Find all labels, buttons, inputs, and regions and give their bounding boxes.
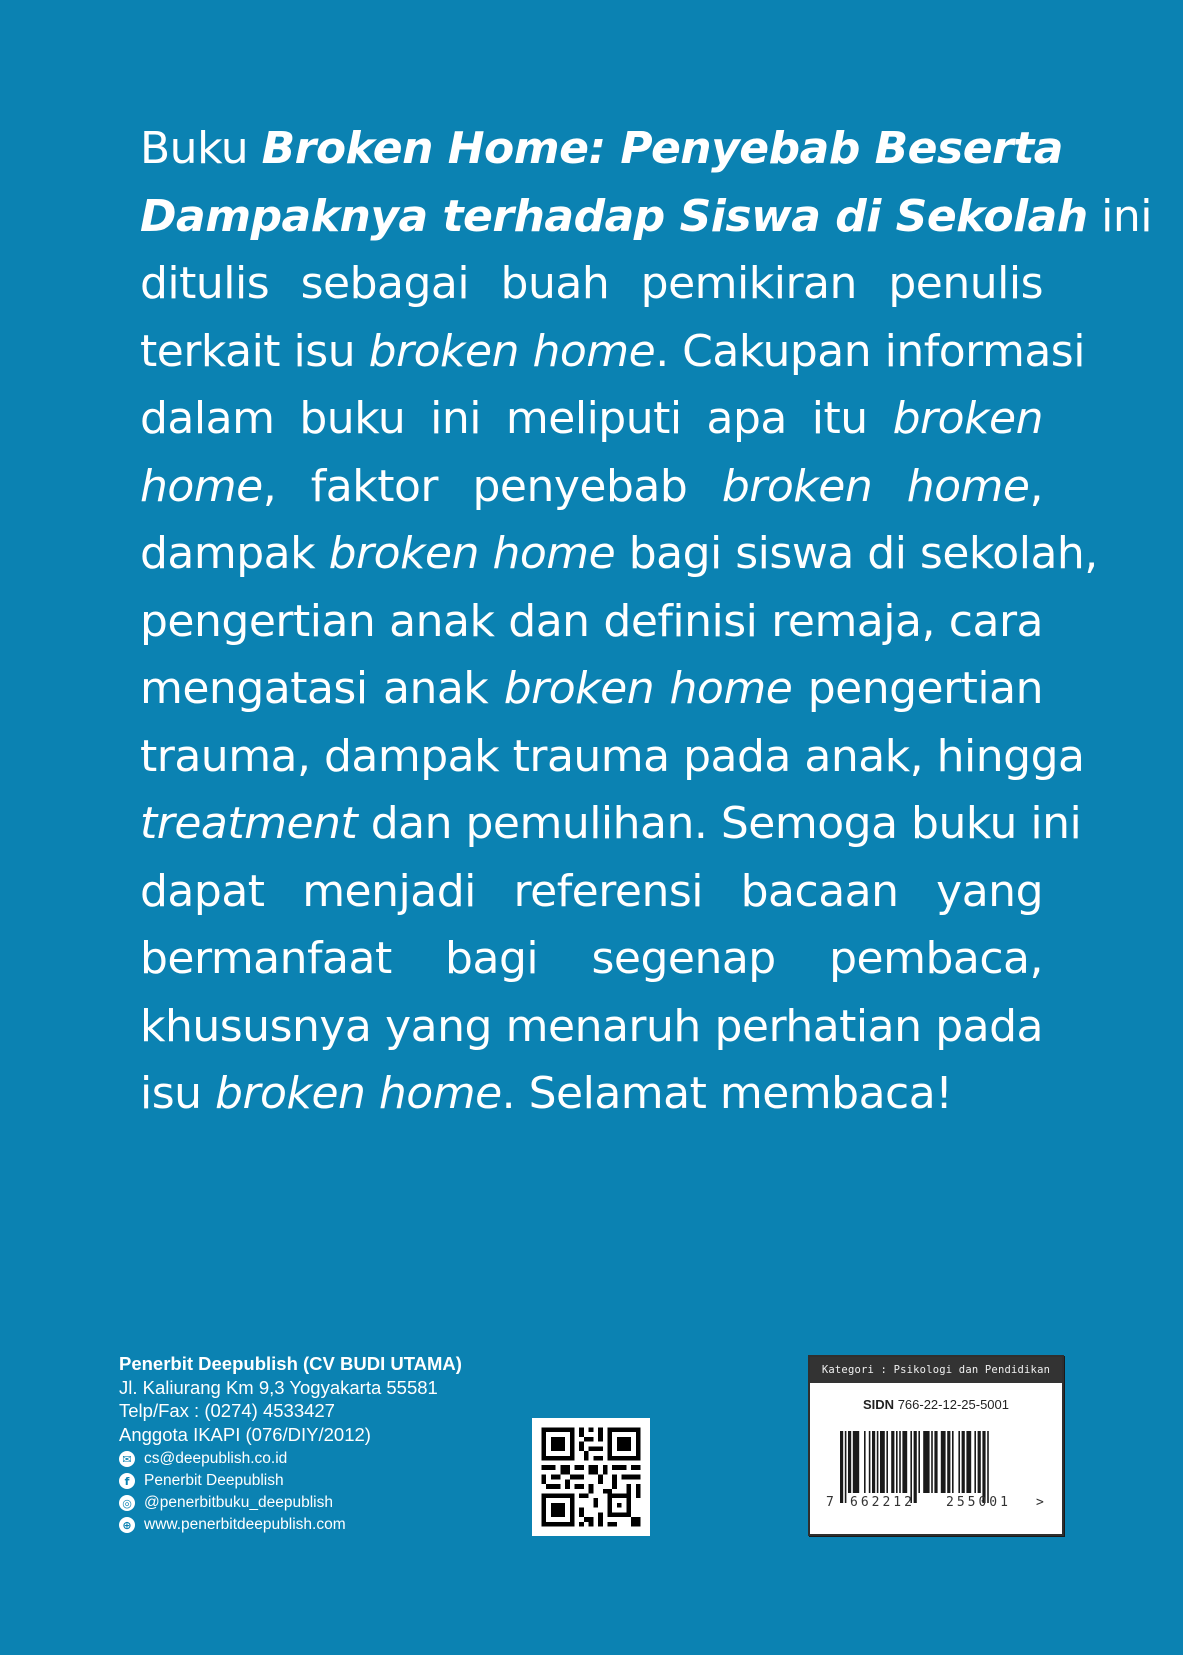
blurb-text: . Cakupan informasi xyxy=(655,325,1085,377)
blurb-text: trauma, dampak trauma pada anak, hingga xyxy=(140,730,1085,782)
blurb-text: dampak xyxy=(140,528,329,579)
contact-email[interactable] xyxy=(119,1448,346,1470)
isbn-barcode-box xyxy=(808,1355,1064,1536)
publisher-membership: Anggota IKAPI (076/DIY/2012) xyxy=(119,1423,371,1445)
blurb-text: , xyxy=(1029,460,1043,512)
blurb-text: pengertian anak dan definisi remaja, cara xyxy=(140,595,1043,647)
sidn-line xyxy=(810,1397,1062,1412)
blurb-emphasis: Dampaknya terhadap Siswa di Sekolah xyxy=(140,190,1088,242)
blurb-line xyxy=(140,993,1043,1061)
blurb-line xyxy=(140,520,1098,588)
blurb-text: ini xyxy=(1087,190,1153,242)
blurb-emphasis: broken home xyxy=(503,663,793,714)
blurb-text: terkait isu xyxy=(140,325,369,377)
contact-instagram[interactable] xyxy=(119,1492,346,1514)
blurb-emphasis: treatment xyxy=(140,798,358,849)
blurb-text: mengatasi anak xyxy=(140,663,504,714)
blurb-text: dapat menjadi referensi bacaan yang xyxy=(140,865,1043,917)
blurb-text: bermanfaat bagi segenap pembaca, xyxy=(140,933,1043,984)
blurb-line xyxy=(140,925,1043,993)
publisher-info xyxy=(119,1352,462,1446)
contact-website[interactable] xyxy=(119,1514,346,1536)
svg-text:7: 7 xyxy=(826,1495,837,1510)
publisher-name: Penerbit Deepublish (CV BUDI UTAMA) xyxy=(119,1353,462,1374)
blurb-emphasis: broken home xyxy=(368,325,656,377)
barcode-icon xyxy=(822,1431,1054,1521)
globe-icon: ⊕ xyxy=(119,1517,135,1533)
contact-instagram-label: @penerbitbuku_deepublish xyxy=(144,1494,333,1511)
blurb-text: pengertian xyxy=(792,663,1043,714)
qr-code-icon xyxy=(532,1418,650,1536)
blurb-line xyxy=(140,655,1043,723)
blurb-text: Buku xyxy=(140,123,262,174)
blurb-emphasis: broken home xyxy=(215,1068,502,1119)
blurb-line xyxy=(140,723,1085,791)
blurb-text: dalam buku ini meliputi apa itu xyxy=(140,393,893,444)
blurb-line xyxy=(140,183,1153,251)
blurb-emphasis: broken home xyxy=(721,460,1030,512)
back-cover-blurb xyxy=(140,115,1153,1128)
blurb-text: ditulis sebagai buah pemikiran penulis xyxy=(140,258,1043,309)
blurb-emphasis: broken home xyxy=(328,528,616,579)
blurb-line xyxy=(140,250,1043,318)
sidn-number: 766-22-12-25-5001 xyxy=(897,1397,1009,1412)
contact-facebook-label: Penerbit Deepublish xyxy=(144,1472,284,1489)
svg-text:255001: 255001 xyxy=(946,1495,1011,1510)
blurb-text: dan pemulihan. Semoga buku ini xyxy=(357,798,1082,849)
instagram-icon: ◎ xyxy=(119,1495,135,1511)
blurb-emphasis: broken xyxy=(892,393,1043,444)
blurb-line xyxy=(140,453,1043,521)
blurb-line xyxy=(140,790,1082,858)
publisher-address: Jl. Kaliurang Km 9,3 Yogyakarta 55581 xyxy=(119,1376,438,1398)
sidn-label: SIDN xyxy=(863,1397,895,1412)
blurb-text: khususnya yang menaruh perhatian pada xyxy=(140,1000,1043,1052)
contact-list xyxy=(119,1448,346,1536)
qr-code[interactable] xyxy=(532,1418,650,1536)
blurb-text: isu xyxy=(140,1068,216,1119)
blurb-text: bagi siswa di sekolah, xyxy=(615,528,1098,579)
contact-email-label: cs@deepublish.co.id xyxy=(144,1450,288,1467)
blurb-line xyxy=(140,858,1043,926)
blurb-line xyxy=(140,1060,1043,1128)
category-label: Kategori : Psikologi dan Pendidikan xyxy=(810,1357,1062,1383)
blurb-emphasis: Broken Home: Penyebab Beserta xyxy=(261,123,1063,174)
blurb-text: . Selamat membaca! xyxy=(501,1068,953,1119)
facebook-icon: f xyxy=(119,1473,135,1489)
blurb-line xyxy=(140,318,1085,386)
blurb-line xyxy=(140,385,1043,453)
blurb-line xyxy=(140,115,1063,183)
email-icon: ✉ xyxy=(119,1451,135,1467)
blurb-emphasis: home xyxy=(140,460,263,512)
svg-text:662212: 662212 xyxy=(850,1495,915,1510)
publisher-phone: Telp/Fax : (0274) 4533427 xyxy=(119,1400,335,1421)
blurb-line xyxy=(140,588,1043,656)
contact-facebook[interactable] xyxy=(119,1470,346,1492)
contact-website-label: www.penerbitdeepublish.com xyxy=(144,1516,346,1533)
blurb-text: , faktor penyebab xyxy=(262,460,722,512)
svg-text:>: > xyxy=(1036,1495,1047,1510)
